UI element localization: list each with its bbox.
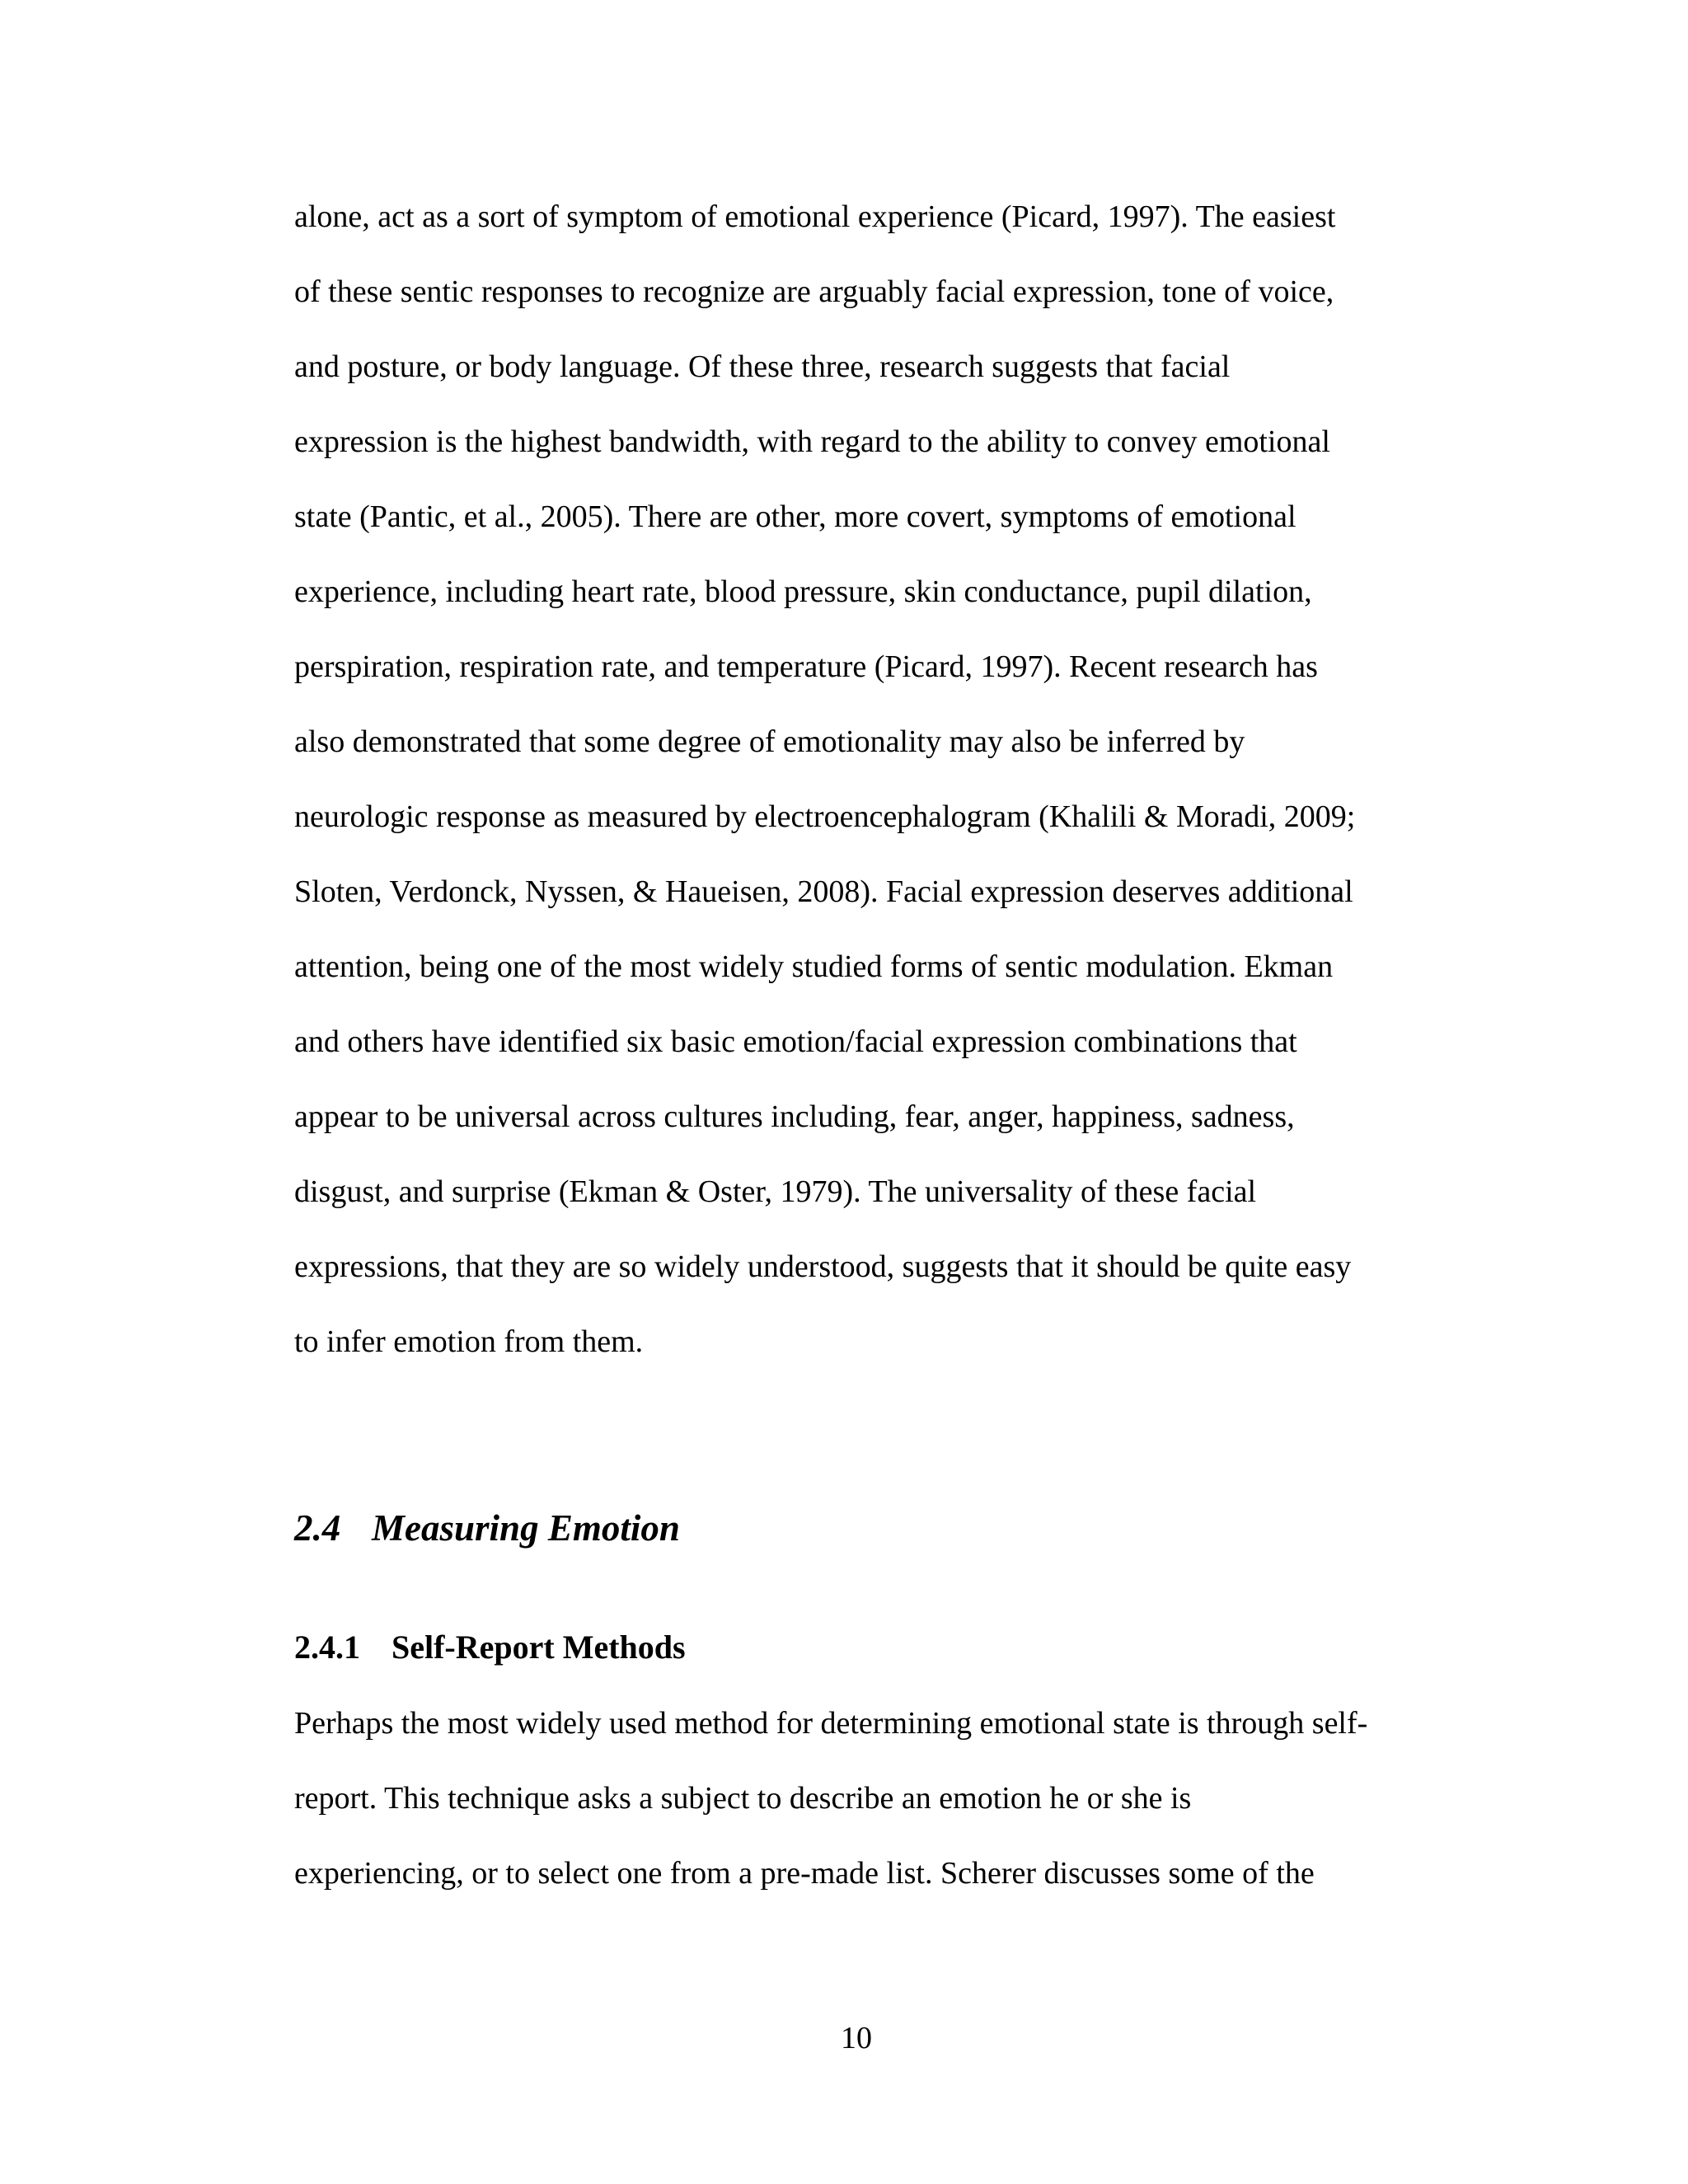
text-line: experiencing, or to select one from a pre-made list. Scherer discusses some of the (294, 1856, 1315, 1891)
subsection-heading (294, 1628, 686, 1667)
text-line: attention, being one of the most widely studied forms of sentic modulation. Ekman (294, 949, 1334, 984)
text-line: state (Pantic, et al., 2005). There are other, more covert, symptoms of emotional (294, 499, 1296, 534)
text-line: disgust, and surprise (Ekman & Oster, 1979). The universality of these facial (294, 1174, 1257, 1209)
text-line: perspiration, respiration rate, and temperature (Picard, 1997). Recent research has (294, 649, 1318, 684)
page-number: 10 (841, 2021, 872, 2055)
text-line: and others have identified six basic emotion/facial expression combinations that (294, 1024, 1297, 1059)
text-line: Perhaps the most widely used method for determining emotional state is through self- (294, 1706, 1368, 1741)
section-title: Measuring Emotion (372, 1507, 680, 1549)
subsection-title: Self-Report Methods (392, 1629, 686, 1666)
text-line: experience, including heart rate, blood pressure, skin conductance, pupil dilation, (294, 574, 1312, 609)
text-line: expressions, that they are so widely understood, suggests that it should be quite easy (294, 1249, 1352, 1284)
subsection-number: 2.4.1 (294, 1629, 360, 1666)
text-line: of these sentic responses to recognize are arguably facial expression, tone of voice, (294, 274, 1334, 309)
text-line: also demonstrated that some degree of emotionality may also be inferred by (294, 724, 1245, 759)
section-heading (294, 1506, 680, 1550)
text-line: Sloten, Verdonck, Nyssen, & Haueisen, 2008). Facial expression deserves additional (294, 874, 1353, 909)
text-line: report. This technique asks a subject to describe an emotion he or she is (294, 1781, 1192, 1816)
text-line: alone, act as a sort of symptom of emotional experience (Picard, 1997). The easiest (294, 199, 1336, 234)
text-line: and posture, or body language. Of these three, research suggests that facial (294, 349, 1231, 384)
text-line: appear to be universal across cultures including, fear, anger, happiness, sadness, (294, 1099, 1295, 1134)
text-line: expression is the highest bandwidth, with regard to the ability to convey emotional (294, 424, 1330, 459)
text-line: neurologic response as measured by electroencephalogram (Khalili & Moradi, 2009; (294, 799, 1356, 834)
text-line: to infer emotion from them. (294, 1324, 644, 1359)
section-number: 2.4 (294, 1507, 341, 1549)
